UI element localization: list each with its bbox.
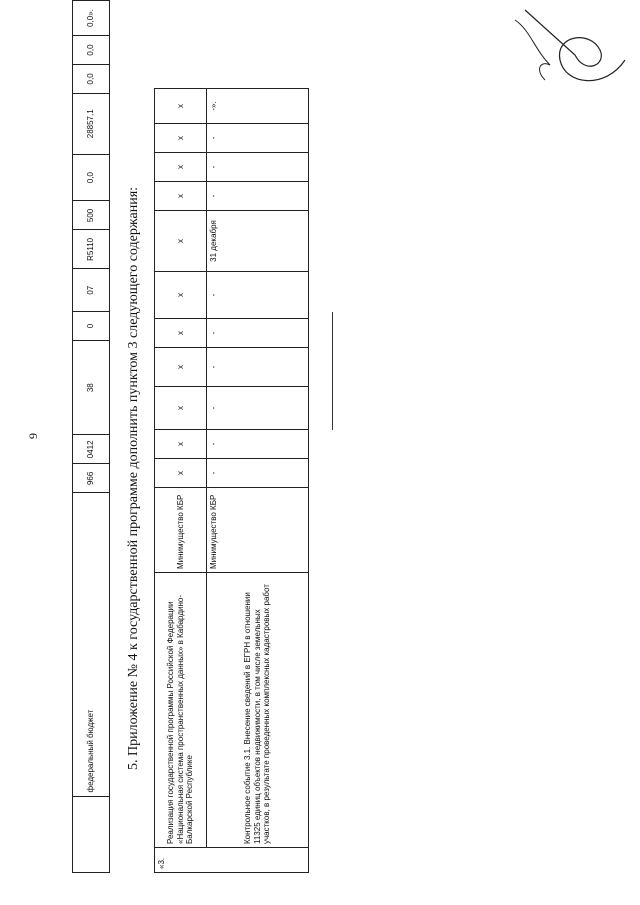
table-cell: [73, 796, 110, 872]
table-cell: -: [207, 182, 309, 211]
table-cell: х: [155, 430, 207, 459]
program-table: [154, 88, 309, 873]
table-cell: 0,0».: [73, 1, 110, 36]
table-cell: -: [207, 153, 309, 182]
table-cell: х: [155, 211, 207, 272]
control-event-description: Контрольное событие 3.1. Внесение сведений в ЕГРН в отношении 11325 единиц объектов недвижимости, в том числе земельных участков, в результате проведенных комплексных кадастровых работ: [207, 573, 309, 848]
table-cell: R5110: [73, 230, 110, 269]
table-cell: -: [207, 348, 309, 387]
table-cell: -: [207, 387, 309, 430]
table-cell: федеральный бюджет: [73, 493, 110, 796]
table-cell: 0412: [73, 435, 110, 464]
table-cell: х: [155, 459, 207, 488]
handwritten-signature-icon: [505, 0, 635, 100]
table-cell: 966: [73, 464, 110, 493]
table-cell: 500: [73, 201, 110, 230]
row-number: «3.: [155, 848, 309, 873]
table-cell: х: [155, 124, 207, 153]
table-cell: -: [207, 459, 309, 488]
table-cell: х: [155, 272, 207, 319]
table-row: [207, 89, 309, 873]
table-cell: х: [155, 319, 207, 348]
budget-row-table: [72, 0, 110, 873]
table-cell: -: [207, 430, 309, 459]
table-cell: -: [207, 319, 309, 348]
table-cell: х: [155, 153, 207, 182]
table-cell: х: [155, 182, 207, 211]
table-cell: 0: [73, 312, 110, 341]
table-row: [73, 1, 110, 873]
table-cell: 07: [73, 269, 110, 312]
table-cell: -: [207, 272, 309, 319]
table-cell: 0,0: [73, 36, 110, 65]
table-cell: 38: [73, 340, 110, 434]
table-cell: -».: [207, 89, 309, 124]
table-cell: 0,0: [73, 64, 110, 93]
table-cell: 28857,1: [73, 93, 110, 154]
responsible: Минимущество КБР: [155, 488, 207, 573]
table-row: [155, 89, 207, 873]
table-cell: х: [155, 348, 207, 387]
page-number: 9: [26, 433, 40, 439]
measure-description: Реализация государственной программы Российской Федерации «Национальная система пространственных данных» в Кабардино-Балкарской Республике: [155, 573, 207, 848]
section-heading: 5. Приложение № 4 к государственной программе дополнить пунктом 3 следующего содержания:: [126, 186, 141, 770]
responsible: Минимущество КБР: [207, 488, 309, 573]
signature-line: [332, 312, 333, 430]
table-cell: х: [155, 387, 207, 430]
table-cell: -: [207, 124, 309, 153]
table-cell: 31 декабря: [207, 211, 309, 272]
table-cell: 0,0: [73, 154, 110, 201]
table-cell: х: [155, 89, 207, 124]
